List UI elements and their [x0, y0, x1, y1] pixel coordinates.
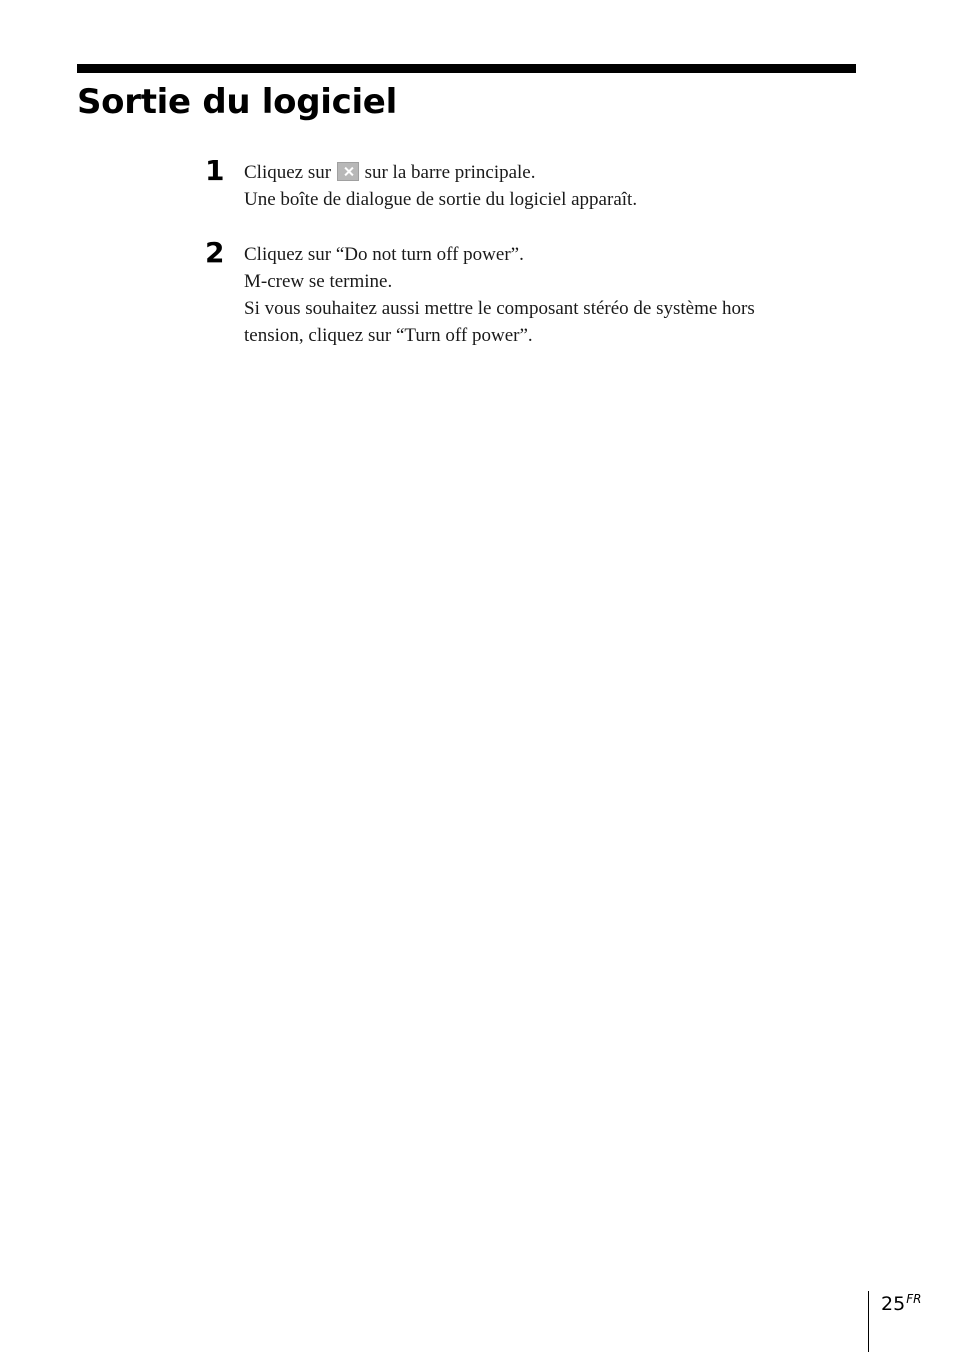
step-line: M-crew se termine.: [244, 271, 393, 292]
step-text: sur la barre principale.: [364, 162, 536, 183]
step-body: [244, 241, 864, 349]
step-line: tension, cliquez sur “Turn off power”.: [244, 325, 533, 346]
step-line: Une boîte de dialogue de sortie du logiciel apparaît.: [244, 189, 638, 210]
page-title: Sortie du logiciel: [77, 82, 397, 122]
step-number: 1: [205, 154, 225, 187]
step-body: [244, 159, 864, 213]
step-line: [244, 159, 864, 186]
page-language-suffix: FR: [906, 1292, 922, 1306]
step-line: Si vous souhaitez aussi mettre le composant stéréo de système hors: [244, 298, 755, 319]
page-number: [881, 1286, 921, 1317]
step-line: Cliquez sur “Do not turn off power”.: [244, 244, 524, 265]
step-number: 2: [205, 236, 225, 269]
close-icon: [337, 162, 359, 181]
footer-rule: [868, 1291, 869, 1352]
page-number-value: 25: [881, 1293, 906, 1315]
step-text: Cliquez sur: [244, 162, 332, 183]
title-rule: [77, 64, 856, 73]
